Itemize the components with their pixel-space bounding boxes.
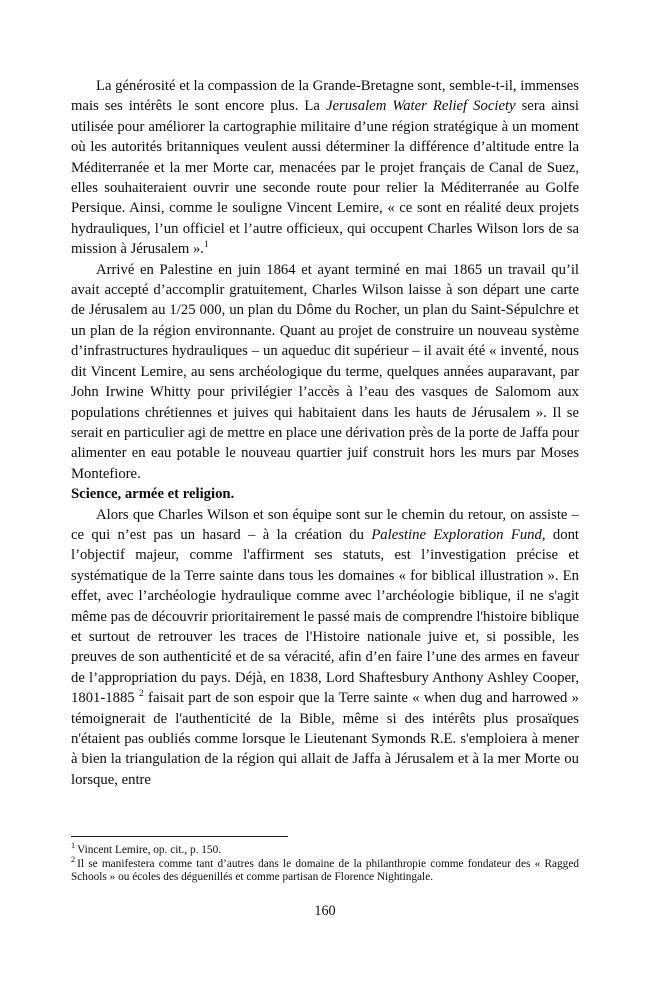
paragraph-1-run-2: sera ainsi utilisée pour améliorer la cartographie militaire d’une région stratégique à un moment où les autorités britanniques veulent aussi déterminer la différence d’altitude entre la Méditerranée et la mer Morte car, menacées par le projet français de Canal de Suez, elles souhaiteraient ouvrir une seconde route pour relier la Méditerranée au Golfe Persique. Ainsi, comme le souligne Vincent Lemire, « ce sont en réalité deux projets hydrauliques, l’un officiel et l’autre officieux, qui occupent Charles Wilson lors de sa mission à Jérusalem ». [71,98,579,258]
footnote-reference-2[interactable]: 2 [138,688,144,700]
paragraph-3-run-2: , dont l’objectif majeur, comme l'affirment ses statuts, est l’investigation précise et systématique de la Terre sainte dans tous les domaines « for biblical illustration ». En effet, avec l’archéologie hydraulique comme avec l’archéologie biblique, il ne s'agit même pas de découvrir prioritairement le passé mais de comprendre l'histoire biblique et surtout de retrouver les traces de l'Histoire nationale juive et, si possible, les preuves de son authenticité et de sa véracité, afin d’en faire l’une des armes en faveur de l’appropriation du pays. Déjà, en 1838, Lord Shaftesbury Anthony Ashley Cooper, 1801-1885 [71,526,579,707]
paragraph-generosite [71,76,579,260]
section-heading-science-armee-religion: Science, armée et religion. [71,486,235,503]
footnote-text: Vincent Lemire, op. cit., p. 150. [77,844,222,856]
footnote-item [71,841,579,858]
italic-palestine-exploration-fund: Palestine Exploration Fund [371,526,542,543]
italic-jerusalem-water-relief-society: Jerusalem Water Relief Society [325,98,516,115]
paragraph-alors-que-charles-wilson [71,505,579,791]
footnote-reference-1[interactable]: 1 [203,239,209,251]
page-number: 160 [314,903,336,919]
footnote-number: 2 [71,854,76,864]
footnote-block [71,836,579,885]
footnote-text: Il se manifestera comme tant d’autres dans le domaine de la philanthropie comme fondateur des « Ragged Schools » ou écoles des déguenillés et comme partisan de Florence Nightingale. [71,857,579,884]
footnote-item [71,854,579,885]
paragraph-arrive-en-palestine: Arrivé en Palestine en juin 1864 et ayant terminé en mai 1865 un travail qu’il avait accepté d’accomplir gratuitement, Charles Wilson laisse à son départ une carte de Jérusalem au 1/25 000, un plan du Dôme du Rocher, un plan du Saint-Sépulchre et un plan de la région environnante. Quant au projet de construire un nouveau système d’infrastructures hydrauliques – un aqueduc dit supérieur – il avait été « inventé, nous dit Vincent Lemire, au sens archéologique du terme, quelques années auparavant, par John Irwine Whitty pour privilégier l’accès à l’eau des vasques de Salomom aux populations chrétiennes et juives qui habitaient dans les hauts de Jérusalem ». Il se serait en particulier agi de mettre en place une dérivation près de la porte de Jaffa pour alimenter en eau potable le nouveau quartier juif construit hors les murs par Moses Montefiore. [71,261,579,482]
footnote-number: 1 [71,841,76,851]
footnote-separator-rule [71,836,288,837]
paragraph-3-run-3: faisait part de son espoir que la Terre sainte « when dug and harrowed » témoignerait de l'authenticité de la Bible, même si des intérêts plus prosaïques n'étaient pas oubliés comme lorsque le Lieutenant Symonds R.E. s'emploiera à mener à bien la triangulation de la région qui allait de Jaffa à Jérusalem et à la mer Morte ou lorsque, entre [71,690,579,788]
paragraph-3-run-1: Alors que Charles Wilson et son équipe sont sur le chemin du retour, on assiste – ce qui n’est pas un hasard – à la création du [71,506,579,543]
body-text-column [71,76,579,790]
paragraph-1-run-1: La générosité et la compassion de la Grande-Bretagne sont, semble-t-il, immenses mais ses intérêts le sont encore plus. La [71,78,579,115]
